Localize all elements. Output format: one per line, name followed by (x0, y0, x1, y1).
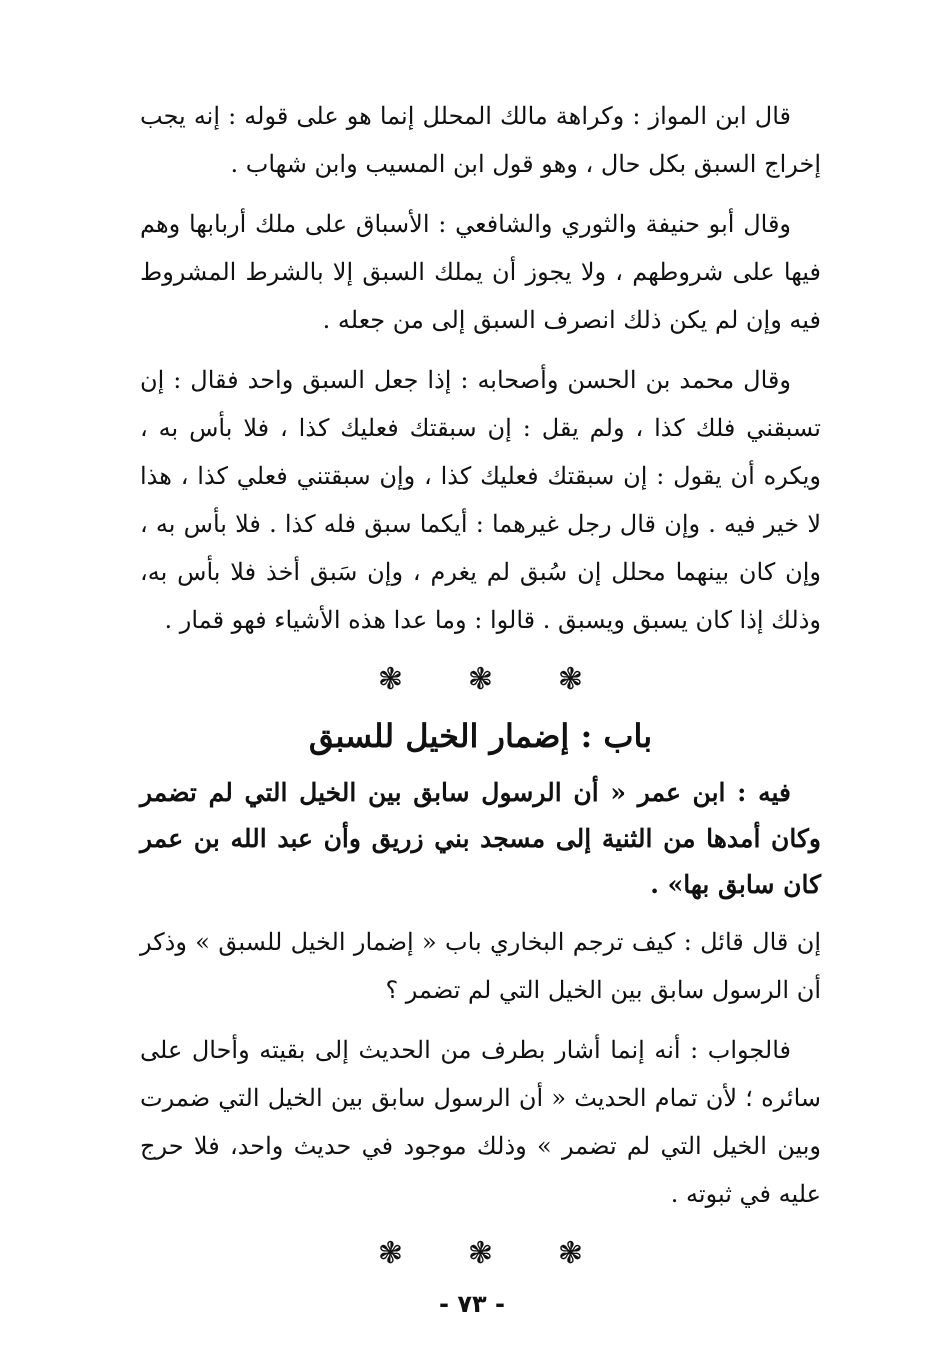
asterism-icon: ❃ (557, 1236, 584, 1271)
asterism-icon: ❃ (467, 1236, 494, 1271)
paragraph-abu-hanifa: وقال أبو حنيفة والثوري والشافعي : الأسباق على ملك أربابها وهم فيها على شروطهم ، ولا يجوز أن يملك السبق إلا بالشرط المشروط فيه وإن لم يكن ذلك انصرف السبق إلى من جعله . (140, 210, 821, 334)
asterism-icon: ❃ (557, 662, 584, 697)
paragraph-ibn-al-mawwaz: قال ابن المواز : وكراهة مالك المحلل إنما هو على قوله : إنه يجب إخراج السبق بكل حال ، وهو قول ابن المسيب وابن شهاب . (140, 102, 821, 178)
section-separator (140, 660, 821, 700)
section-separator-bottom (140, 1234, 821, 1274)
asterism-icon: ❃ (377, 1236, 404, 1271)
asterism-icon: ❃ (377, 662, 404, 697)
paragraph-muhammad-ibn-al-hasan: وقال محمد بن الحسن وأصحابه : إذا جعل السبق واحد فقال : إن تسبقني فلك كذا ، ولم يقل : إن سبقتك فعليك كذا ، فلا بأس به ، ويكره أن يقول : إن سبقتك فعليك كذا ، وإن سبقتني فعلي كذا ، هذا لا خير فيه . وإن قال رجل غيرهما : أيكما سبق فله كذا . فلا بأس به ، وإن كان بينهما محلل إن سُبق لم يغرم ، وإن سَبق أخذ فلا بأس به، وذلك إذا كان يسبق ويسبق . قالوا : وما عدا هذه الأشياء فهو قمار . (140, 366, 822, 634)
page-number: - ٧٣ - (439, 1290, 505, 1318)
question-paragraph: إن قال قائل : كيف ترجم البخاري باب « إضمار الخيل للسبق » وذكر أن الرسول سابق بين الخيل التي لم تضمر ؟ (140, 928, 821, 1004)
book-page (140, 92, 821, 1278)
answer-paragraph: فالجواب : أنه إنما أشار بطرف من الحديث إلى بقيته وأحال على سائره ؛ لأن تمام الحديث « أن الرسول سابق بين الخيل التي ضمرت وبين الخيل التي لم تضمر » وذلك موجود في حديث واحد، فلا حرج عليه في ثبوته . (140, 1036, 821, 1208)
asterism-icon: ❃ (467, 662, 494, 697)
hadith-text: فيه : ابن عمر « أن الرسول سابق بين الخيل التي لم تضمر وكان أمدها من الثنية إلى مسجد بني زريق وأن عبد الله بن عمر كان سابق بها» . (140, 778, 821, 899)
chapter-title: باب : إضمار الخيل للسبق (308, 717, 653, 755)
